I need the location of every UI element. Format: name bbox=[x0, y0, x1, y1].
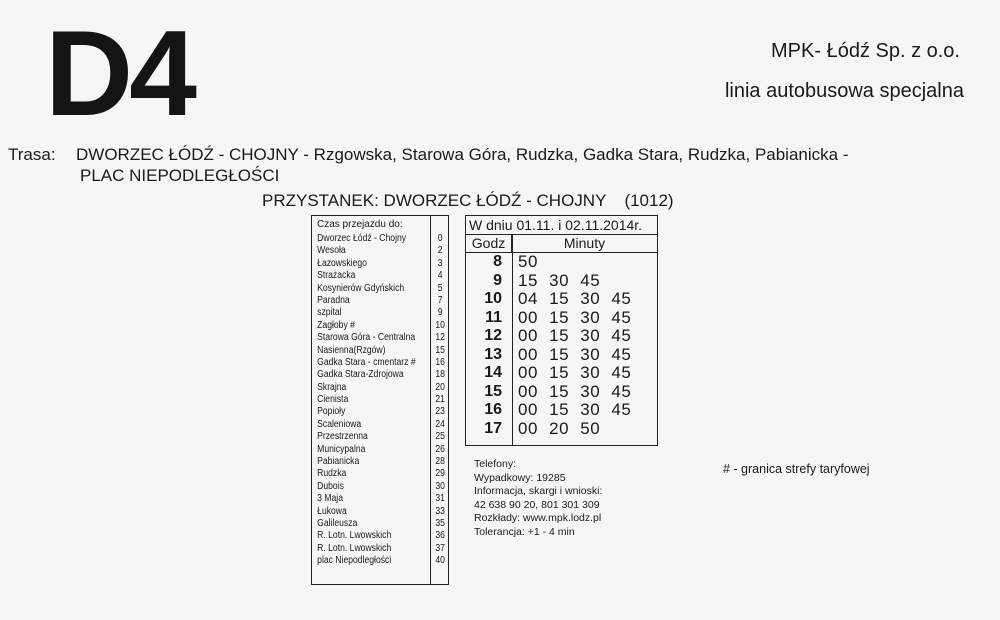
travel-minutes-cell: 7 bbox=[437, 294, 443, 306]
stop-name-cell: R. Lotn. Lwowskich bbox=[317, 542, 392, 554]
travel-minutes-cell: 5 bbox=[437, 282, 443, 294]
contact-info bbox=[474, 458, 602, 539]
travel-minutes-cell: 0 bbox=[437, 233, 443, 244]
stop-title bbox=[262, 190, 674, 212]
fare-zone-legend: # - granica strefy taryfowej bbox=[723, 462, 870, 476]
travel-row bbox=[312, 283, 450, 295]
info-phones: 42 638 90 20, 801 301 309 bbox=[474, 498, 600, 511]
stop-name-cell: Przestrzenna bbox=[317, 431, 368, 443]
hour-cell: 12 bbox=[484, 327, 502, 344]
stop-id: (1012) bbox=[624, 191, 674, 210]
travel-row bbox=[312, 555, 450, 567]
travel-row bbox=[312, 506, 450, 518]
departure-row bbox=[466, 346, 657, 365]
timetable-validity: W dniu 01.11. i 02.11.2014r. bbox=[465, 215, 658, 234]
minutes-cell: 00 15 30 45 bbox=[518, 326, 632, 345]
travel-minutes-cell: 3 bbox=[437, 257, 443, 269]
travel-row bbox=[312, 320, 450, 332]
travel-minutes-cell: 31 bbox=[435, 493, 445, 505]
stop-name-cell: Łazowskiego bbox=[317, 257, 367, 269]
travel-row bbox=[312, 444, 450, 456]
stop-name-cell: Paradna bbox=[317, 294, 350, 306]
departure-row bbox=[466, 290, 657, 309]
line-code: D4 bbox=[45, 5, 193, 141]
hour-cell: 13 bbox=[484, 345, 502, 363]
travel-minutes-cell: 4 bbox=[437, 270, 443, 282]
travel-minutes-cell: 24 bbox=[435, 418, 445, 430]
travel-row bbox=[312, 493, 450, 505]
travel-row bbox=[312, 406, 450, 418]
stop-name-cell: Scaleniowa bbox=[317, 418, 362, 430]
travel-row bbox=[312, 369, 450, 381]
minutes-cell: 00 20 50 bbox=[518, 418, 601, 438]
travel-minutes-cell: 20 bbox=[435, 381, 445, 393]
travel-minutes-cell: 16 bbox=[435, 356, 445, 368]
travel-time-table bbox=[311, 215, 449, 585]
travel-row bbox=[312, 419, 450, 431]
departure-row bbox=[466, 309, 657, 328]
hour-column-header: Godz bbox=[466, 235, 512, 252]
hour-cell: 16 bbox=[484, 401, 502, 418]
minutes-cell: 00 15 30 45 bbox=[518, 344, 632, 364]
stop-name-cell: Gadka Stara - cmentarz # bbox=[317, 356, 416, 368]
timetable-grid bbox=[465, 234, 658, 446]
route-label: Trasa: bbox=[8, 145, 56, 164]
travel-row bbox=[312, 481, 450, 493]
travel-row bbox=[312, 295, 450, 307]
travel-minutes-cell: 33 bbox=[435, 505, 445, 517]
minutes-cell: 00 15 30 45 bbox=[518, 400, 632, 419]
travel-row bbox=[312, 431, 450, 443]
stop-name-cell: Kosynierów Gdyńskich bbox=[317, 282, 405, 294]
stop-name-cell: 3 Maja bbox=[317, 493, 343, 505]
timetable-divider bbox=[512, 235, 513, 445]
stop-name-cell: Strażacka bbox=[317, 270, 356, 282]
departure-row bbox=[466, 327, 657, 346]
schedules-website: Rozkłady: www.mpk.lodz.pl bbox=[474, 512, 602, 524]
hour-cell: 11 bbox=[485, 308, 502, 326]
travel-row bbox=[312, 394, 450, 406]
travel-row bbox=[312, 468, 450, 480]
accident-phone: Wypadkowy: 19285 bbox=[474, 471, 566, 484]
travel-row bbox=[312, 345, 450, 357]
minutes-cell: 00 15 30 45 bbox=[518, 307, 632, 327]
stop-name-cell: Gadka Stara-Zdrojowa bbox=[317, 369, 404, 381]
travel-minutes-cell: 23 bbox=[435, 406, 445, 418]
stop-name-cell: Nasienna(Rzgów) bbox=[317, 344, 386, 356]
travel-row bbox=[312, 233, 450, 245]
travel-minutes-cell: 26 bbox=[435, 443, 445, 455]
stop-name-cell: szpital bbox=[317, 307, 342, 319]
departure-row bbox=[466, 383, 657, 402]
stop-name: PRZYSTANEK: DWORZEC ŁÓDŹ - CHOJNY bbox=[262, 191, 607, 210]
minutes-cell: 04 15 30 45 bbox=[518, 289, 632, 308]
travel-minutes-cell: 15 bbox=[435, 344, 445, 356]
travel-minutes-cell: 37 bbox=[435, 542, 445, 554]
travel-minutes-cell: 18 bbox=[435, 369, 445, 381]
timetable-column-headers bbox=[466, 235, 657, 253]
tolerance-note: Tolerancja: +1 - 4 min bbox=[474, 525, 575, 538]
minutes-cell: 00 15 30 45 bbox=[518, 381, 632, 401]
minutes-cell: 00 15 30 45 bbox=[518, 363, 632, 382]
stop-name-cell: Popioły bbox=[317, 406, 346, 418]
hour-cell: 9 bbox=[493, 271, 502, 289]
departure-timetable bbox=[465, 215, 658, 446]
travel-minutes-cell: 28 bbox=[435, 456, 445, 468]
timetable-rows bbox=[466, 253, 657, 438]
travel-row bbox=[312, 456, 450, 468]
stop-name-cell: Dworzec Łódź - Chojny bbox=[317, 233, 407, 244]
hour-cell: 10 bbox=[484, 290, 502, 307]
stop-name-cell: Cienista bbox=[317, 394, 349, 406]
travel-minutes-cell: 10 bbox=[435, 319, 445, 331]
minutes-column-header: Minuty bbox=[563, 235, 606, 251]
travel-row bbox=[312, 332, 450, 344]
route-text-1: DWORZEC ŁÓDŹ - CHOJNY - Rzgowska, Starowa Góra, Rudzka, Gadka Stara, Rudzka, Pabianicka - bbox=[76, 145, 849, 164]
travel-row bbox=[312, 258, 450, 270]
travel-row bbox=[312, 530, 450, 542]
departure-row bbox=[466, 420, 657, 439]
travel-row bbox=[312, 357, 450, 369]
route-description bbox=[8, 144, 988, 186]
travel-minutes-cell: 21 bbox=[435, 394, 445, 406]
stop-name-cell: Galileusza bbox=[317, 517, 358, 529]
travel-table-rows bbox=[312, 233, 448, 568]
travel-row bbox=[312, 382, 450, 394]
line-type: linia autobusowa specjalna bbox=[724, 80, 964, 102]
stop-name-cell: Pabianicka bbox=[317, 456, 360, 468]
travel-minutes-cell: 9 bbox=[437, 307, 443, 319]
travel-row bbox=[312, 307, 450, 319]
hour-cell: 8 bbox=[493, 253, 502, 270]
travel-minutes-cell: 12 bbox=[435, 332, 445, 344]
travel-row bbox=[312, 270, 450, 282]
travel-row bbox=[312, 245, 450, 257]
stop-name-cell: Municypalna bbox=[317, 443, 366, 455]
stop-name-cell: Skrajna bbox=[317, 381, 347, 393]
hour-cell: 14 bbox=[484, 364, 502, 381]
route-line-2: PLAC NIEPODLEGŁOŚCI bbox=[80, 166, 280, 185]
travel-row bbox=[312, 518, 450, 530]
travel-minutes-cell: 25 bbox=[435, 431, 445, 443]
operator-name: MPK- Łódź Sp. z o.o. bbox=[771, 40, 960, 62]
stop-name-cell: Rudzka bbox=[317, 468, 347, 480]
stop-name-cell: R. Lotn. Lwowskich bbox=[317, 530, 392, 542]
travel-minutes-cell: 30 bbox=[435, 480, 445, 492]
departure-row bbox=[466, 253, 657, 272]
hour-cell: 17 bbox=[484, 419, 502, 437]
minutes-cell: 15 30 45 bbox=[518, 270, 601, 290]
travel-row bbox=[312, 543, 450, 555]
minutes-cell: 50 bbox=[518, 252, 538, 271]
travel-table-header: Czas przejazdu do: bbox=[312, 216, 431, 233]
travel-minutes-cell: 40 bbox=[435, 555, 445, 567]
stop-name-cell: Starowa Góra - Centralna bbox=[317, 332, 416, 344]
travel-minutes-cell: 36 bbox=[435, 530, 445, 542]
departure-row bbox=[466, 401, 657, 420]
travel-minutes-cell: 35 bbox=[435, 517, 445, 529]
stop-name-cell: Wesoła bbox=[317, 245, 346, 257]
stop-name-cell: plac Niepodległości bbox=[317, 555, 392, 567]
hour-cell: 15 bbox=[484, 382, 502, 400]
departure-row bbox=[466, 364, 657, 383]
stop-name-cell: Zagłoby # bbox=[317, 319, 355, 331]
travel-minutes-cell: 2 bbox=[437, 245, 443, 257]
route-line-1 bbox=[8, 144, 988, 165]
stop-name-cell: Łukowa bbox=[317, 505, 347, 517]
departure-row bbox=[466, 272, 657, 291]
phones-label: Telefony: bbox=[474, 458, 517, 470]
travel-minutes-cell: 29 bbox=[435, 468, 445, 480]
stop-name-cell: Dubois bbox=[317, 480, 344, 492]
info-label: Informacja, skargi i wnioski: bbox=[474, 485, 603, 497]
